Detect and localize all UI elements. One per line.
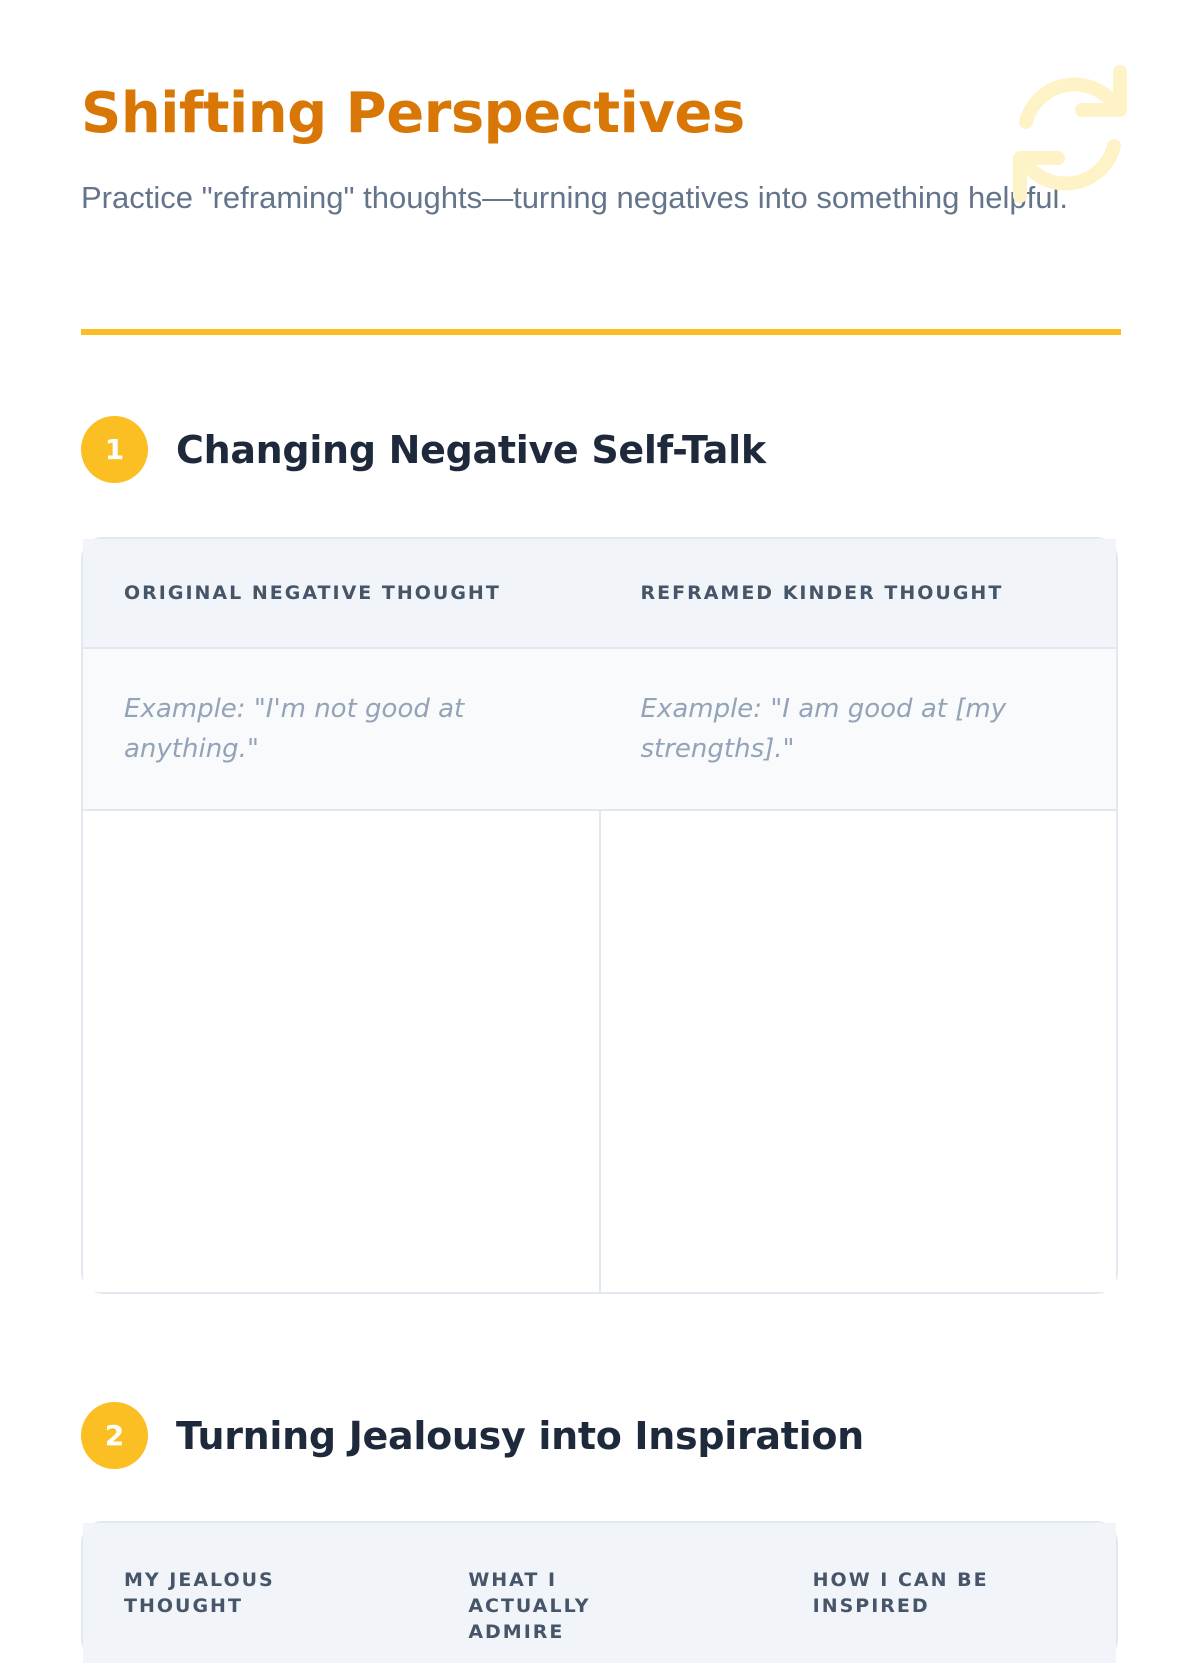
example-original-thought: Example: "I'm not good at anything." xyxy=(124,694,465,764)
page-subtitle: Practice "reframing" thoughts—turning negatives into something helpful. xyxy=(81,180,1068,215)
section-1-title: Changing Negative Self-Talk xyxy=(176,427,766,472)
jealousy-table xyxy=(81,1521,1118,1661)
section-2-header xyxy=(81,1402,864,1469)
jealousy-table-header xyxy=(83,1523,1116,1663)
original-thought-entry-area[interactable] xyxy=(83,811,599,1292)
column-header-how-inspired: HOW I CAN BE INSPIRED xyxy=(812,1569,989,1617)
reframed-thought-entry-area[interactable] xyxy=(599,811,1117,1292)
section-1-number-badge: 1 xyxy=(81,416,148,483)
example-row xyxy=(83,649,1116,811)
reframe-table xyxy=(81,537,1118,1294)
page-title: Shifting Perspectives xyxy=(81,81,745,146)
column-header-reframed-thought: REFRAMED KINDER THOUGHT xyxy=(640,582,1004,604)
column-header-what-i-admire: WHAT I ACTUALLY ADMIRE xyxy=(468,1569,591,1643)
section-2-title: Turning Jealousy into Inspiration xyxy=(176,1413,864,1458)
section-2-number-badge: 2 xyxy=(81,1402,148,1469)
entry-row xyxy=(83,811,1116,1292)
example-reframed-thought: Example: "I am good at [my strengths]." xyxy=(640,694,1007,764)
column-header-jealous-thought: MY JEALOUS THOUGHT xyxy=(124,1569,275,1617)
header-divider xyxy=(81,329,1121,335)
reframe-table-header xyxy=(83,539,1116,649)
page-header xyxy=(81,82,1121,226)
refresh-icon xyxy=(1000,64,1140,204)
column-header-original-thought: ORIGINAL NEGATIVE THOUGHT xyxy=(124,582,501,604)
section-1-header xyxy=(81,416,766,483)
